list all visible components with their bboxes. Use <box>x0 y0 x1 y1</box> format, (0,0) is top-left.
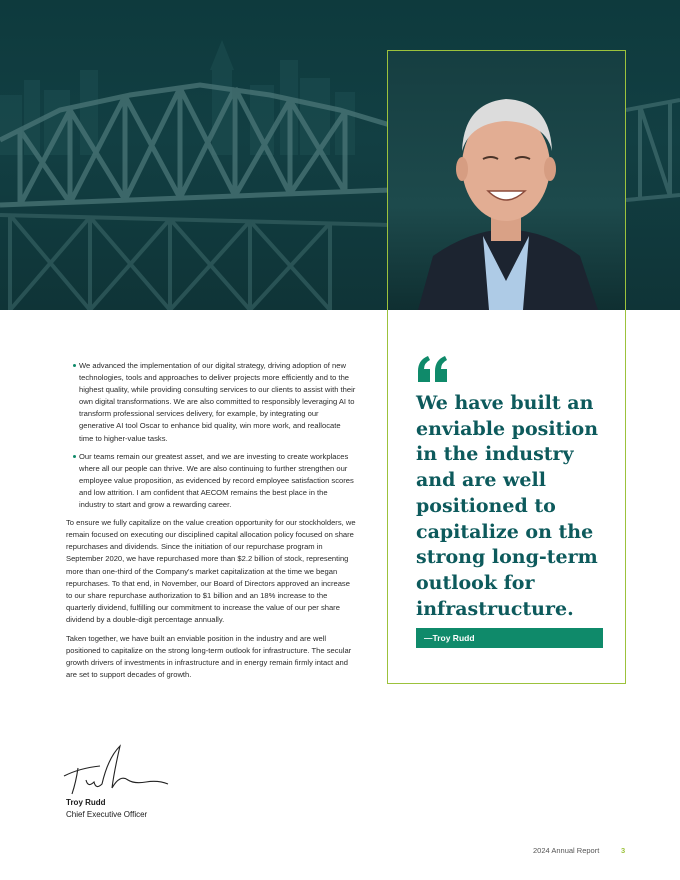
quote-mark-icon <box>416 352 450 386</box>
list-item <box>66 451 356 511</box>
letter-body <box>66 360 356 688</box>
bullet-icon <box>73 364 76 367</box>
signer-title: Chief Executive Officer <box>66 810 148 819</box>
bullet-text: We advanced the implementation of our digital strategy, driving adoption of new technologies, tools and approaches to deliver projects more efficiently and to the highest quality, while providing consulting services to our clients to assist with their own digital transformations. We are also committed to responsibly leveraging AI to transform professional services delivery, for example, by integrating our generative AI tool Oscar to enhance bid quality, win more work, and reallocate time to higher-value tasks. <box>79 361 356 443</box>
portrait-illustration <box>388 51 625 310</box>
pull-quote: We have built an enviable position in the industry and are well positioned to capitalize on the strong long-term outlook for infrastructure. <box>416 392 599 620</box>
paragraph: Taken together, we have built an enviable position in the industry and are well positioned to capitalize on the strong long-term outlook for infrastructure. The secular growth drivers of investments in infrastructure and in energy remain firmly intact and are set to support decades of growth. <box>66 633 352 680</box>
paragraph: To ensure we fully capitalize on the value creation opportunity for our stockholders, we remain focused on executing our disciplined capital allocation policy focused on share repurchases and dividends. Since the initiation of our repurchase program in September 2020, we have repurchased more than $2.2 billion of stock, representing more than one-third of the Company's market capitalization at the time we began repurchases. To that end, in November, our Board of Directors approved an increase to our share repurchase authorization to $1 billion and an 18% increase to the quarterly dividend, fulfilling our commitment to increase the value of our per share dividend by a double-digit percentage annually. <box>66 518 356 624</box>
page-number: 3 <box>621 846 626 855</box>
bullet-icon <box>73 455 76 458</box>
executive-portrait <box>388 51 625 310</box>
quote-attribution: —Troy Rudd <box>416 628 603 648</box>
bullet-text: Our teams remain our greatest asset, and we are investing to create workplaces where all our people can thrive. We are also continuing to further strengthen our employee value proposition, as evidenced by record employee satisfaction scores and low attrition. I am confident that AECOM remains the best place in the industry to start and grow a rewarding career. <box>79 451 354 510</box>
list-item <box>66 360 356 445</box>
footer-report-label: 2024 Annual Report <box>533 846 600 855</box>
signer-name: Troy Rudd <box>66 798 106 807</box>
bullet-list <box>66 360 356 511</box>
handwritten-signature <box>60 738 175 798</box>
